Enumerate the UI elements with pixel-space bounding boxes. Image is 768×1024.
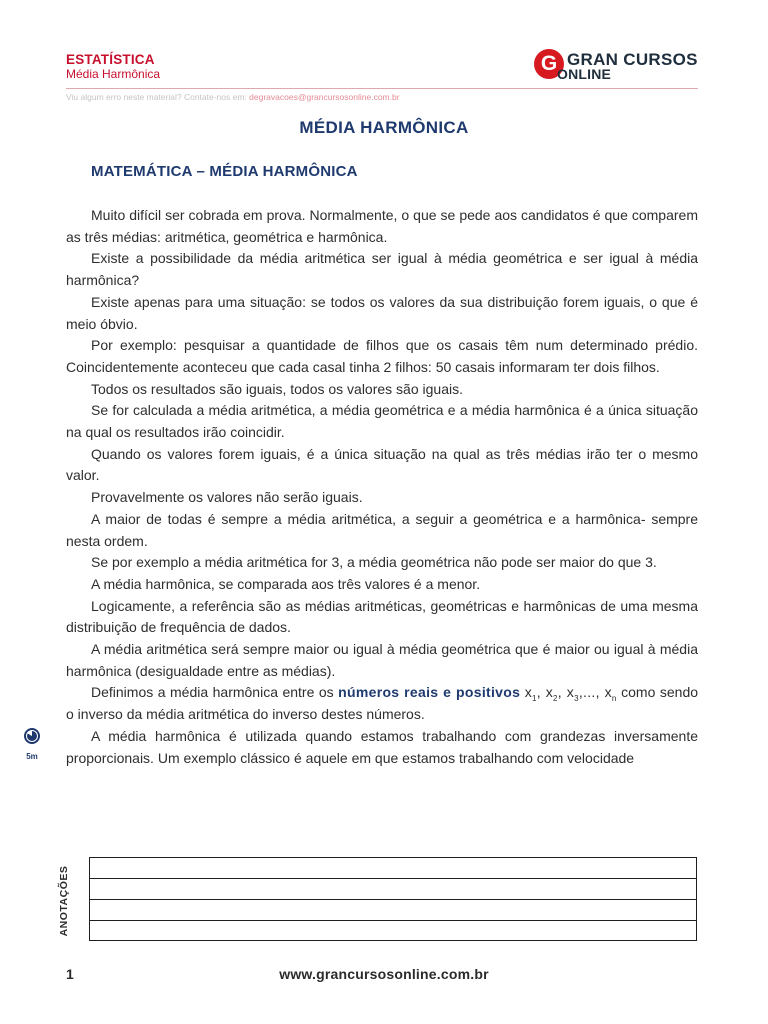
notes-line <box>90 878 696 879</box>
paragraph: Todos os resultados são iguais, todos os valores são iguais. <box>91 380 463 397</box>
paragraph: Por exemplo: pesquisar a quantidade de filhos que os casais têm num determinado prédio. Coincidentemente aconteceu que cada casal tinha 2 filhos: 50 casais informaram ter dois filhos. <box>66 337 698 375</box>
header-topic: Média Harmônica <box>66 67 161 81</box>
notes-label: ANOTAÇÕES <box>58 865 70 937</box>
logo-g-icon: G <box>534 49 564 79</box>
sub-n: n <box>611 694 617 704</box>
error-notice-email[interactable]: degravacoes@grancursosonline.com.br <box>249 92 400 102</box>
notes-box[interactable] <box>89 857 697 941</box>
paragraph: A média harmônica, se comparada aos três valores é a menor. <box>91 575 481 592</box>
paragraph: Existe a possibilidade da média aritmética ser igual à média geométrica e ser igual à média harmônica? <box>66 250 698 289</box>
ellipsis: ,..., <box>578 684 605 701</box>
notes-line <box>90 899 696 900</box>
sub-2: 2 <box>553 694 558 704</box>
definition-highlight: números reais e positivos <box>338 684 521 701</box>
definition-paragraph <box>66 682 698 725</box>
notes-label-container <box>56 866 72 936</box>
logo-line2: ONLINE <box>557 66 612 82</box>
logo-line1: GRAN CURSOS <box>567 50 698 69</box>
var-x2: x <box>545 684 554 701</box>
error-notice-text: Viu algum erro neste material? Contate-nos em: <box>66 92 250 102</box>
paragraph: A média harmônica é utilizada quando estamos trabalhando com grandezas inversamente proporcionais. Um exemplo clássico é aquele em que estamos trabalhando com velocidade <box>66 727 698 766</box>
timer-icon <box>24 728 40 744</box>
body-text <box>66 205 698 769</box>
paragraph: Muito difícil ser cobrada em prova. Normalmente, o que se pede aos candidatos é que comparem as três médias: aritmética, geométrica e harmônica. <box>66 207 698 245</box>
page-number: 1 <box>66 966 74 982</box>
sub-1: 1 <box>532 694 537 704</box>
header-divider <box>66 88 698 89</box>
paragraph: Existe apenas para uma situação: se todos os valores da sua distribuição forem iguais, o que é meio óbvio. <box>66 293 698 332</box>
gran-cursos-logo <box>534 49 704 83</box>
variable-list: $x_1$, $x_2$, $x_3$,..., $x_n$ <box>524 684 617 704</box>
page-title: MÉDIA HARMÔNICA <box>299 118 469 137</box>
paragraph: Se por exemplo a média aritmética for 3, a média geométrica não pode ser maior do que 3. <box>91 554 657 571</box>
timer-label: 5m <box>26 752 38 761</box>
sub-3: 3 <box>574 694 579 704</box>
error-notice <box>66 92 400 102</box>
paragraph: Se for calculada a média aritmética, a média geométrica e a média harmônica é a única situação na qual os resultados irão coincidir. <box>66 402 698 441</box>
section-title: MATEMÁTICA – MÉDIA HARMÔNICA <box>91 163 358 180</box>
timer <box>22 728 42 768</box>
var-xn: x <box>604 684 612 701</box>
definition-text-after: como sendo o inverso da média aritmética do inverso destes números. <box>66 684 699 723</box>
var-x3: x <box>566 684 575 701</box>
paragraph: Provavelmente os valores não serão iguais. <box>91 489 363 506</box>
paragraph: A média aritmética será sempre maior ou igual à média geométrica que é maior ou igual à média harmônica (desigualdade entre as médias). <box>66 641 698 679</box>
var-x1: x <box>524 684 532 701</box>
paragraph: Quando os valores forem iguais, é a única situação na qual as três médias irão ter o mesmo valor. <box>66 445 698 484</box>
paragraph: Logicamente, a referência são as médias aritméticas, geométricas e harmônicas de uma mesma distribuição de frequência de dados. <box>66 597 698 636</box>
paragraph: A maior de todas é sempre a média aritmética, a seguir a geométrica e a harmônica- sempre nesta ordem. <box>66 510 698 549</box>
header-subject: ESTATÍSTICA <box>66 52 155 67</box>
definition-text-before: Definimos a média harmônica entre os <box>91 684 339 701</box>
footer-url[interactable]: www.grancursosonline.com.br <box>279 966 489 982</box>
notes-line <box>90 920 696 921</box>
